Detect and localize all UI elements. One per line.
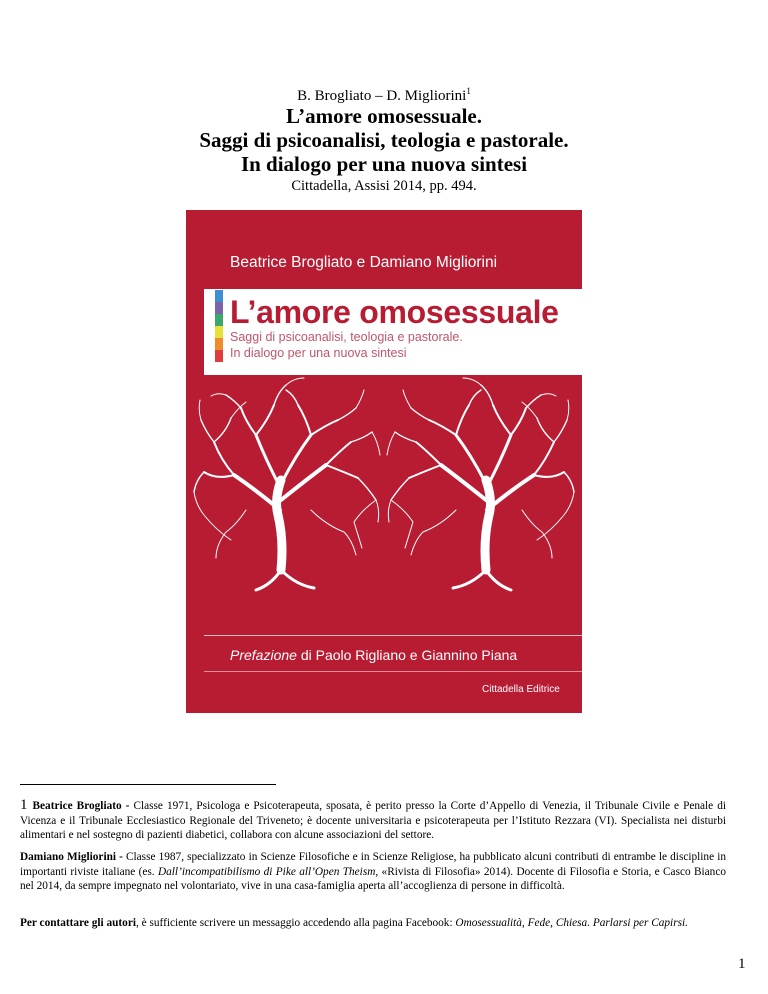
footnote-2-text-a: Classe 1987, specializzato in Scienze Filosofiche e in Scienze Religiose, ha pubblicato alcuni contributi di entrambe le discipline in importanti riviste italiane (es.	[20, 851, 726, 878]
cover-preface-label: Prefazione	[230, 647, 297, 663]
footnote-2-italic: Dall’incompatibilismo di Pike all’Open Theism	[157, 865, 376, 878]
footnote-1-text: Classe 1971, Psicologa e Psicoterapeuta, sposata, è perito presso la Corte d’Appello di Venezia, il Tribunale Civile e Penale di Vicenza e il Tribunale Ecclesiastico Regionale del Triveneto; è docente universitaria e psicoterapeuta per l’Istituto Rezzara (VI). Specialista nei disturbi alimentari e nel sostegno di pazienti diabetici, collabora con alcune associazioni del settore.	[20, 800, 726, 842]
book-cover-image	[186, 210, 582, 713]
cover-preface-names: di Paolo Rigliano e Giannino Piana	[296, 647, 518, 663]
cover-divider-top	[204, 635, 582, 636]
footnote-1-author: Beatrice Brogliato -	[32, 800, 130, 812]
cover-subtitle-line-1: Saggi di psicoanalisi, teologia e pastorale.	[230, 330, 463, 344]
footnote-contact	[20, 916, 726, 931]
footnote-ref[interactable]: 1	[466, 86, 471, 96]
publication-info: Cittadella, Assisi 2014, pp. 494.	[291, 178, 477, 194]
title-line-1: L’amore omosessuale.	[286, 104, 482, 128]
facebook-page-name: Omosessualità, Fede, Chiesa. Parlarsi per Capirsi.	[455, 917, 688, 929]
footnote-2-text-b: , «Rivista di Filosofia» 2014). Docente di Filosofia e Storia, e Casco Bianco nel 2014, da sempre impegnato nel volontariato, vive in una casa-famiglia aperta all’accoglienza di persone in difficoltà.	[20, 865, 726, 893]
authors-text: B. Brogliato – D. Migliorini	[297, 88, 467, 104]
cover-title: L’amore omosessuale	[230, 294, 559, 330]
footnote-separator	[20, 784, 276, 785]
title-line-2: Saggi di psicoanalisi, teologia e pastorale.	[199, 128, 569, 152]
title-line-3: In dialogo per una nuova sintesi	[240, 152, 528, 176]
footnote-1-marker: 1	[20, 797, 28, 813]
cover-publisher: Cittadella Editrice	[482, 684, 560, 695]
tree-heads-illustration	[186, 210, 582, 713]
footnote-1	[20, 798, 726, 843]
cover-authors: Beatrice Brogliato e Damiano Migliorini	[230, 254, 498, 271]
cover-divider-bottom	[204, 671, 582, 672]
contact-text: , è sufficiente scrivere un messaggio accedendo alla pagina Facebook:	[135, 917, 456, 929]
left-tree-head	[194, 378, 380, 590]
page-number: 1	[738, 956, 746, 972]
cover-subtitle-line-2: In dialogo per una nuova sintesi	[230, 346, 407, 360]
authors-line	[0, 86, 768, 105]
footnote-2	[20, 850, 726, 894]
contact-label: Per contattare gli autori	[20, 917, 136, 929]
right-tree-head	[387, 378, 574, 590]
footnote-2-author: Damiano Migliorini -	[20, 851, 123, 863]
cover-preface	[230, 647, 517, 663]
